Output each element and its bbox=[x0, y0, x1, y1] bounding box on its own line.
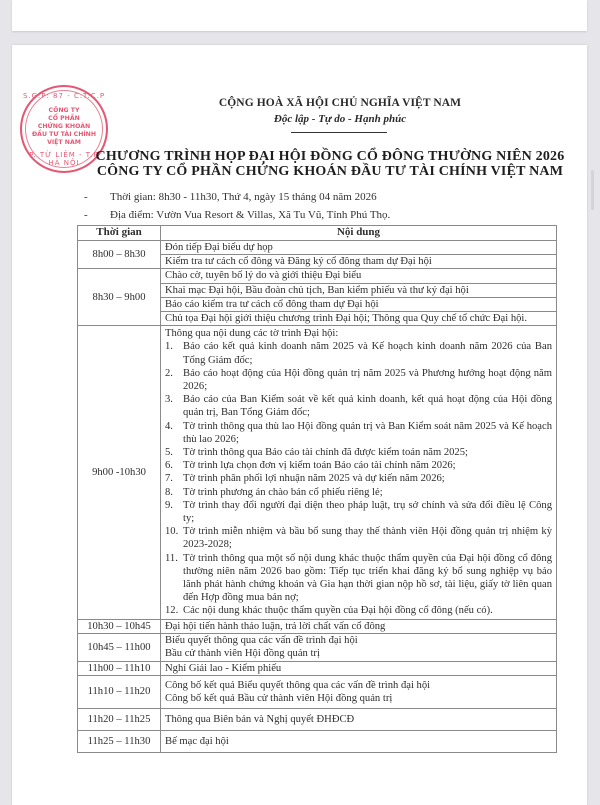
agenda-item: Công bố kết quả Bầu cử thành viên Hội đồng quản trị bbox=[165, 693, 393, 705]
agenda-item: Báo cáo kiểm tra tư cách cổ đông tham dự Đại hội bbox=[161, 297, 557, 311]
agenda-time: 11h20 – 11h25 bbox=[78, 709, 161, 731]
stamp-line: VIỆT NAM bbox=[47, 139, 81, 146]
agenda-time: 10h30 – 10h45 bbox=[78, 619, 161, 633]
resolution-text: Tờ trình lựa chọn đơn vị kiểm toán Báo cáo tài chính năm 2026; bbox=[183, 460, 456, 472]
resolution-number: 10. bbox=[165, 526, 179, 538]
resolution-number: 5. bbox=[165, 447, 173, 459]
resolution-number: 9. bbox=[165, 499, 173, 511]
bullet-dash: - bbox=[84, 191, 88, 203]
resolution-text: Báo cáo hoạt động của Hội đồng quản trị năm 2025 và Phương hướng hoạt động năm 2026; bbox=[183, 367, 552, 393]
agenda-item: Nghỉ Giải lao - Kiểm phiếu bbox=[161, 661, 557, 675]
resolution-text: Báo cáo của Ban Kiểm soát về kết quả kinh doanh, kết quả hoạt động của Hội đồng quản trị, Ban Tổng Giám đốc; bbox=[183, 394, 552, 419]
resolution-text: Tờ trình thông qua một số nội dung khác thuộc thẩm quyền của Đại hội đồng cổ đông thường niên năm 2026 bao gồm: Tiếp tục triển khai đăng ký bổ sung nghiệp vụ bảo lãnh phát hành chứng khoán và Gia hạn thời gian nộp hồ sơ, tài liệu, giấy tờ liên quan đến Hợp đồng mua bán nợ; bbox=[183, 552, 552, 604]
resolutions-intro: Thông qua nội dung các tờ trình Đại hội: bbox=[165, 328, 339, 340]
resolution-number: 7. bbox=[165, 473, 173, 485]
agenda-item: Bế mạc đại hội bbox=[161, 731, 557, 753]
agenda-time: 11h10 – 11h20 bbox=[78, 676, 161, 709]
agenda-time: 8h00 – 8h30 bbox=[78, 241, 161, 269]
agenda-row bbox=[78, 619, 557, 633]
resolution-text: Các nội dung khác thuộc thẩm quyền của Đại hội đồng cổ đông (nếu có). bbox=[183, 605, 493, 617]
agenda-row bbox=[78, 709, 557, 731]
agenda-row bbox=[78, 269, 557, 283]
document-title-line1: CHƯƠNG TRÌNH HỌP ĐẠI HỘI ĐỒNG CỔ ĐÔNG THƯỜNG NIÊN 2026 bbox=[95, 149, 565, 164]
resolution-number: 4. bbox=[165, 420, 173, 432]
national-title: CỘNG HOÀ XÃ HỘI CHỦ NGHĨA VIỆT NAM bbox=[218, 97, 462, 109]
meeting-place-info bbox=[84, 209, 390, 221]
resolution-text: Tờ trình miễn nhiệm và bầu bổ sung thay thế thành viên Hội đồng quản trị nhiệm kỳ 2023-2028; bbox=[183, 526, 552, 551]
agenda-item: Chào cờ, tuyên bố lý do và giới thiệu Đại biểu bbox=[161, 269, 557, 283]
resolution-item bbox=[165, 459, 552, 472]
stamp-ring-top: S.G.P: 87 - C.T.C.P bbox=[22, 92, 106, 100]
agenda-item: Kiểm tra tư cách cổ đông và Đăng ký cổ đông tham dự Đại hội bbox=[161, 255, 557, 269]
agenda-table bbox=[77, 225, 557, 753]
resolution-text: Báo cáo kết quả kinh doanh năm 2025 và Kế hoạch kinh doanh năm 2026 của Ban Tổng Giám đốc; bbox=[183, 341, 552, 366]
column-header-time: Thời gian bbox=[78, 226, 161, 241]
agenda-time: 11h25 – 11h30 bbox=[78, 731, 161, 753]
resolution-item bbox=[165, 552, 552, 605]
resolution-number: 1. bbox=[165, 341, 173, 353]
document-title bbox=[70, 149, 590, 179]
meeting-place-text: Địa điểm: Vườn Vua Resort & Villas, Xã Tu Vũ, Tỉnh Phú Thọ. bbox=[110, 209, 391, 221]
resolution-item bbox=[165, 393, 552, 419]
agenda-item: Thông qua Biên bản và Nghị quyết ĐHĐCĐ bbox=[161, 709, 557, 731]
column-header-content: Nội dung bbox=[161, 226, 557, 241]
stamp-line: ĐẦU TƯ TÀI CHÍNH bbox=[31, 131, 97, 138]
resolution-item bbox=[165, 420, 552, 446]
agenda-time: 9h00 -10h30 bbox=[78, 326, 161, 619]
resolution-item bbox=[165, 525, 552, 551]
stamp-line: CÔNG TY bbox=[48, 107, 80, 114]
agenda-item: Biểu quyết thông qua các vấn đề trình đại hội bbox=[165, 635, 358, 647]
stamp-line: CỔ PHẦN bbox=[48, 115, 80, 122]
agenda-time: 11h00 – 11h10 bbox=[78, 661, 161, 675]
agenda-row bbox=[78, 676, 557, 709]
resolution-item bbox=[165, 499, 552, 525]
meeting-time-text: Thời gian: 8h30 - 11h30, Thứ 4, ngày 15 tháng 04 năm 2026 bbox=[110, 191, 377, 203]
agenda-item: Đại hội tiến hành thảo luận, trả lời chất vấn cổ đông bbox=[161, 619, 557, 633]
agenda-header-row bbox=[78, 226, 557, 241]
meeting-time-info bbox=[84, 191, 377, 203]
agenda-item-group bbox=[161, 676, 557, 709]
agenda-row bbox=[78, 633, 557, 661]
agenda-item: Bầu cử thành viên Hội đồng quản trị bbox=[165, 648, 320, 660]
national-motto: Độc lập - Tự do - Hạnh phúc bbox=[273, 113, 407, 125]
motto-underline bbox=[291, 132, 387, 133]
resolutions-list bbox=[165, 340, 552, 617]
resolution-item bbox=[165, 472, 552, 485]
resolution-item bbox=[165, 446, 552, 459]
agenda-item-group bbox=[161, 633, 557, 661]
stamp-ring-bottom: P. TỪ LIÊM - T.P HÀ NỘI bbox=[29, 151, 99, 167]
resolution-number: 2. bbox=[165, 367, 173, 379]
resolution-item bbox=[165, 340, 552, 366]
resolution-item bbox=[165, 486, 552, 499]
agenda-row bbox=[78, 661, 557, 675]
agenda-item: Chủ tọa Đại hội giới thiệu chương trình Đại hội; Thông qua Quy chế tổ chức Đại hội. bbox=[161, 312, 557, 326]
agenda-row bbox=[78, 326, 557, 619]
document-title-line2: CÔNG TY CỔ PHẦN CHỨNG KHOÁN ĐẦU TƯ TÀI CHÍNH VIỆT NAM bbox=[96, 164, 564, 179]
stamp-line: CHỨNG KHOÁN bbox=[37, 123, 91, 130]
resolution-number: 6. bbox=[165, 460, 173, 472]
agenda-time: 8h30 – 9h00 bbox=[78, 269, 161, 326]
agenda-item: Khai mạc Đại hội, Bầu đoàn chủ tịch, Ban kiểm phiếu và thư ký đại hội bbox=[161, 283, 557, 297]
resolution-number: 11. bbox=[165, 552, 178, 564]
agenda-row bbox=[78, 241, 557, 255]
scrollbar-thumb[interactable] bbox=[591, 170, 594, 210]
agenda-row bbox=[78, 731, 557, 753]
resolution-number: 8. bbox=[165, 486, 173, 498]
agenda-time: 10h45 – 11h00 bbox=[78, 633, 161, 661]
agenda-resolutions bbox=[161, 326, 557, 619]
resolution-number: 12. bbox=[165, 605, 179, 617]
stamp-body bbox=[30, 107, 98, 147]
bullet-dash: - bbox=[84, 209, 88, 221]
resolution-text: Tờ trình thay đổi người đại diện theo pháp luật, trụ sở chính và sửa đổi điều lệ Công ty; bbox=[183, 499, 552, 525]
previous-page bbox=[12, 0, 587, 31]
resolution-text: Tờ trình phương án chào bán cổ phiếu riêng lẻ; bbox=[183, 486, 383, 498]
resolution-text: Tờ trình thông qua Báo cáo tài chính đã được kiểm toán năm 2025; bbox=[183, 447, 468, 459]
resolution-number: 3. bbox=[165, 394, 173, 406]
agenda-item: Công bố kết quả Biểu quyết thông qua các vấn đề trình đại hội bbox=[165, 679, 431, 691]
agenda-item: Đón tiếp Đại biểu dự họp bbox=[161, 241, 557, 255]
resolution-item bbox=[165, 367, 552, 393]
resolution-text: Tờ trình thông qua thù lao Hội đồng quản trị và Ban Kiểm soát năm 2025 và Kế hoạch thù lao 2026; bbox=[183, 420, 552, 445]
resolution-item bbox=[165, 604, 552, 617]
resolution-text: Tờ trình phân phối lợi nhuận năm 2025 và dự kiến năm 2026; bbox=[183, 473, 445, 485]
